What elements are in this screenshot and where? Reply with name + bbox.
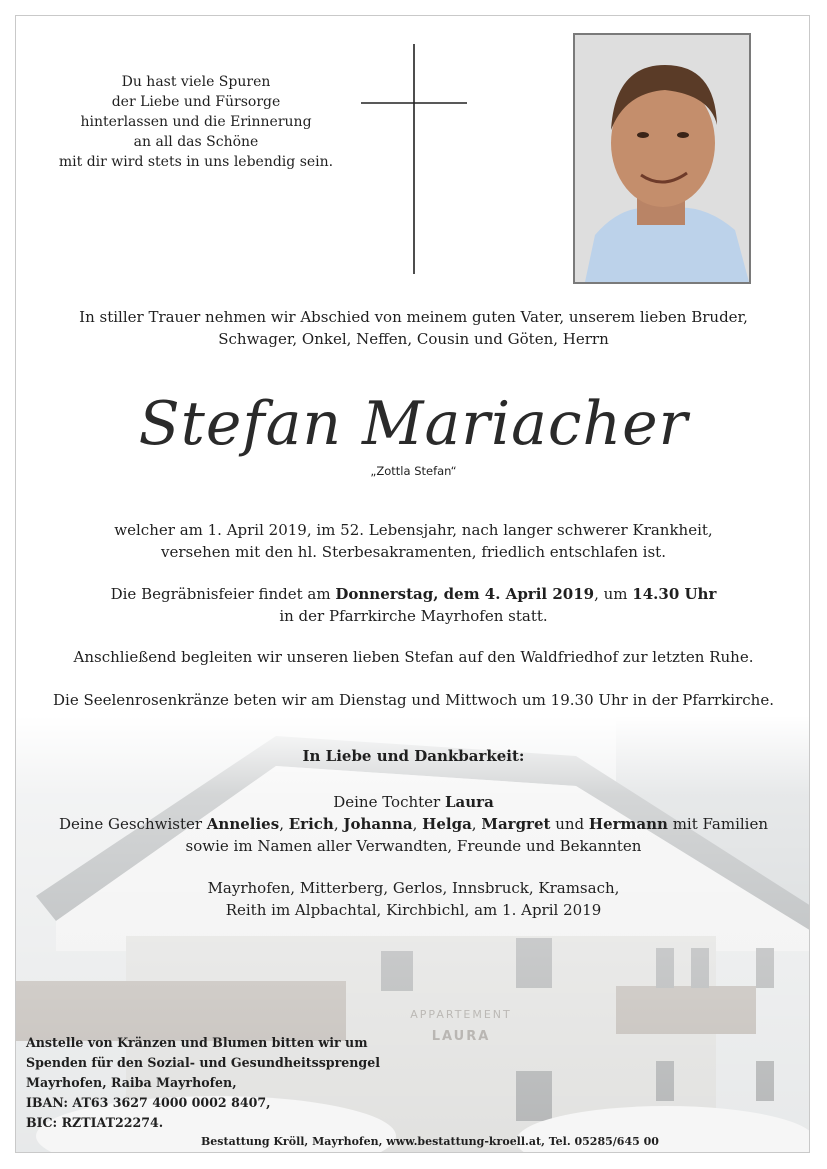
death-notice bbox=[16, 519, 810, 563]
portrait-photo bbox=[573, 33, 751, 284]
separator: , bbox=[333, 815, 344, 833]
death-line: versehen mit den hl. Sterbesakramenten, friedlich entschlafen ist. bbox=[161, 543, 666, 561]
deceased-name: Stefan Mariacher bbox=[138, 389, 689, 459]
separator: , bbox=[412, 815, 423, 833]
burial-info: Anschließend begleiten wir unseren lieben Stefan auf den Waldfriedhof zur letzten Ruhe. bbox=[73, 648, 754, 666]
places-line: Mayrhofen, Mitterberg, Gerlos, Innsbruck, Kramsach, bbox=[207, 879, 620, 897]
siblings-post: mit Familien bbox=[667, 815, 769, 833]
places-line: Reith im Alpbachtal, Kirchbichl, am 1. April 2019 bbox=[225, 901, 602, 919]
funeral-line-2: in der Pfarrkirche Mayrhofen statt. bbox=[279, 607, 548, 625]
daughter-name: Laura bbox=[445, 793, 494, 811]
verse-line: der Liebe und Fürsorge bbox=[111, 94, 281, 110]
donation-line: Anstelle von Kränzen und Blumen bitten wir um bbox=[26, 1035, 368, 1050]
verse-line: an all das Schöne bbox=[133, 134, 259, 150]
iban-line: IBAN: AT63 3627 4000 0002 8407, bbox=[26, 1095, 271, 1110]
sibling-name: Helga bbox=[422, 815, 472, 833]
separator: und bbox=[550, 815, 589, 833]
death-line: welcher am 1. April 2019, im 52. Lebensjahr, nach langer schwerer Krankheit, bbox=[114, 521, 713, 539]
relatives-line: sowie im Namen aller Verwandten, Freunde und Bekannten bbox=[185, 837, 642, 855]
funeral-time: 14.30 Uhr bbox=[632, 585, 717, 603]
separator: , bbox=[279, 815, 289, 833]
intro-line: In stiller Trauer nehmen wir Abschied von meinem guten Vater, unserem lieben Bruder, bbox=[79, 308, 748, 326]
funeral-info bbox=[16, 583, 810, 627]
intro-line: Schwager, Onkel, Neffen, Cousin und Göten, Herrn bbox=[218, 330, 609, 348]
funeral-mid: , um bbox=[594, 585, 633, 603]
intro-text bbox=[16, 306, 810, 350]
donation-line: Spenden für den Sozial- und Gesundheitssprengel bbox=[26, 1055, 381, 1070]
siblings-line bbox=[16, 813, 810, 835]
bic-line: BIC: RZTIAT22274. bbox=[26, 1115, 164, 1130]
siblings-pre: Deine Geschwister bbox=[58, 815, 207, 833]
sibling-name: Hermann bbox=[588, 815, 668, 833]
separator: , bbox=[471, 815, 482, 833]
memorial-verse bbox=[36, 72, 356, 172]
donation-line: Mayrhofen, Raiba Mayrhofen, bbox=[26, 1075, 237, 1090]
daughter-line bbox=[16, 791, 810, 813]
cross-icon bbox=[361, 44, 467, 274]
funeral-line-1 bbox=[16, 583, 810, 605]
funeral-home-footer: Bestattung Kröll, Mayrhofen, www.bestattung-kroell.at, Tel. 05285/645 00 bbox=[201, 1135, 659, 1148]
sibling-name: Margret bbox=[481, 815, 551, 833]
sibling-name: Annelies bbox=[206, 815, 280, 833]
obituary-card bbox=[15, 15, 810, 1153]
verse-line: mit dir wird stets in uns lebendig sein. bbox=[58, 154, 334, 170]
sibling-name: Erich bbox=[288, 815, 334, 833]
verse-line: Du hast viele Spuren bbox=[121, 74, 271, 90]
donation-request bbox=[26, 1033, 380, 1133]
verse-line: hinterlassen und die Erinnerung bbox=[80, 114, 312, 130]
rosary-info: Die Seelenrosenkränze beten wir am Dienstag und Mittwoch um 19.30 Uhr in der Pfarrkirche. bbox=[53, 691, 774, 709]
daughter-pre: Deine Tochter bbox=[333, 793, 445, 811]
places-date bbox=[16, 877, 810, 921]
sibling-name: Johanna bbox=[343, 815, 413, 833]
funeral-pre: Die Begräbnisfeier findet am bbox=[110, 585, 336, 603]
funeral-day: Donnerstag, dem 4. April 2019 bbox=[335, 585, 595, 603]
family-list bbox=[16, 791, 810, 857]
thanks-heading: In Liebe und Dankbarkeit: bbox=[302, 747, 525, 765]
nickname: „Zottla Stefan“ bbox=[370, 464, 457, 478]
